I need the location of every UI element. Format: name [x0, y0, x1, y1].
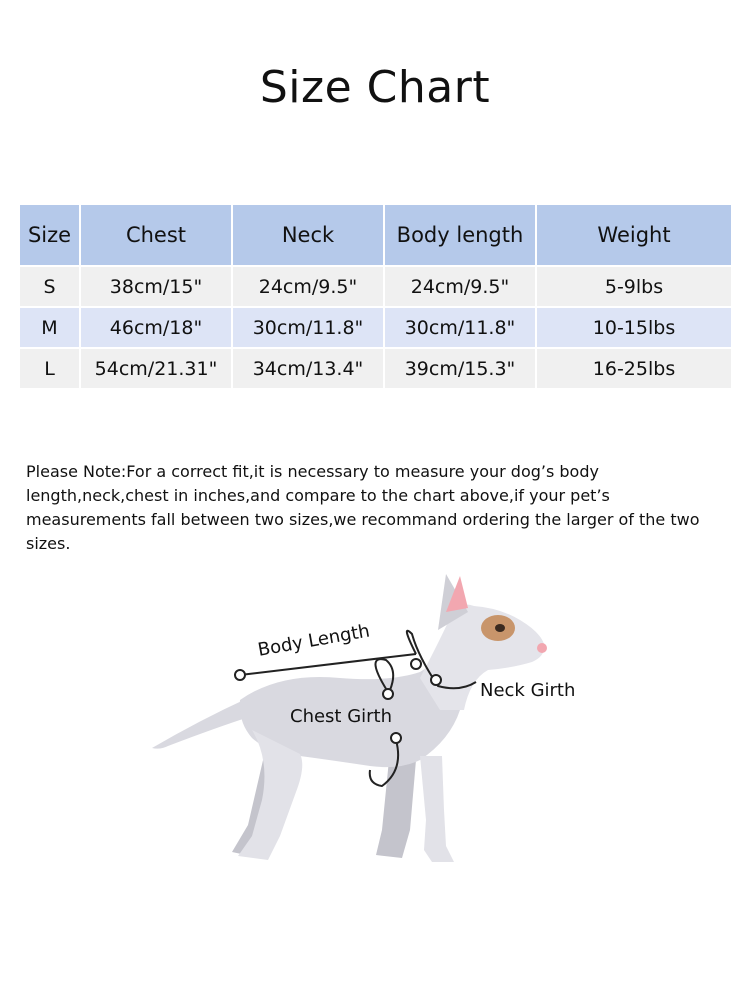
table-row [20, 308, 731, 347]
header-neck: Neck [233, 205, 383, 265]
cell-chest: 54cm/21.31" [81, 349, 231, 388]
header-chest: Chest [81, 205, 231, 265]
body-length-start-marker [235, 670, 245, 680]
cell-body-length: 24cm/9.5" [385, 267, 535, 306]
header-weight: Weight [537, 205, 731, 265]
table-row [20, 349, 731, 388]
neck-girth-side-marker [431, 675, 441, 685]
page-title: Size Chart [259, 62, 491, 113]
dog-tail [152, 698, 252, 749]
chest-girth-top-marker [383, 689, 393, 699]
size-chart-table [18, 203, 733, 390]
cell-chest: 38cm/15" [81, 267, 231, 306]
cell-body-length: 30cm/11.8" [385, 308, 535, 347]
table-header-row [20, 205, 731, 265]
fit-note: Please Note:For a correct fit,it is necessary to measure your dog’s body length,neck,chest in inches,and compare to the chart above,if your pet’s measurements fall between two sizes,we recommand ordering the larger of the two sizes. [26, 462, 700, 553]
cell-weight: 16-25lbs [537, 349, 731, 388]
table-row [20, 267, 731, 306]
cell-body-length: 39cm/15.3" [385, 349, 535, 388]
header-size: Size [20, 205, 79, 265]
chest-girth-bottom-marker [391, 733, 401, 743]
neck-girth-label: Neck Girth [480, 680, 576, 701]
dog-eye [495, 624, 505, 632]
cell-chest: 46cm/18" [81, 308, 231, 347]
chest-girth-label: Chest Girth [290, 706, 393, 727]
header-body-length: Body length [385, 205, 535, 265]
body-length-label: Body Length [256, 620, 372, 661]
cell-neck: 30cm/11.8" [233, 308, 383, 347]
cell-weight: 10-15lbs [537, 308, 731, 347]
cell-neck: 34cm/13.4" [233, 349, 383, 388]
neck-girth-top-marker [411, 659, 421, 669]
cell-size: M [20, 308, 79, 347]
dog-near-front-leg [420, 756, 454, 862]
cell-size: S [20, 267, 79, 306]
cell-weight: 5-9lbs [537, 267, 731, 306]
cell-size: L [20, 349, 79, 388]
dog-nose [537, 643, 547, 653]
cell-neck: 24cm/9.5" [233, 267, 383, 306]
